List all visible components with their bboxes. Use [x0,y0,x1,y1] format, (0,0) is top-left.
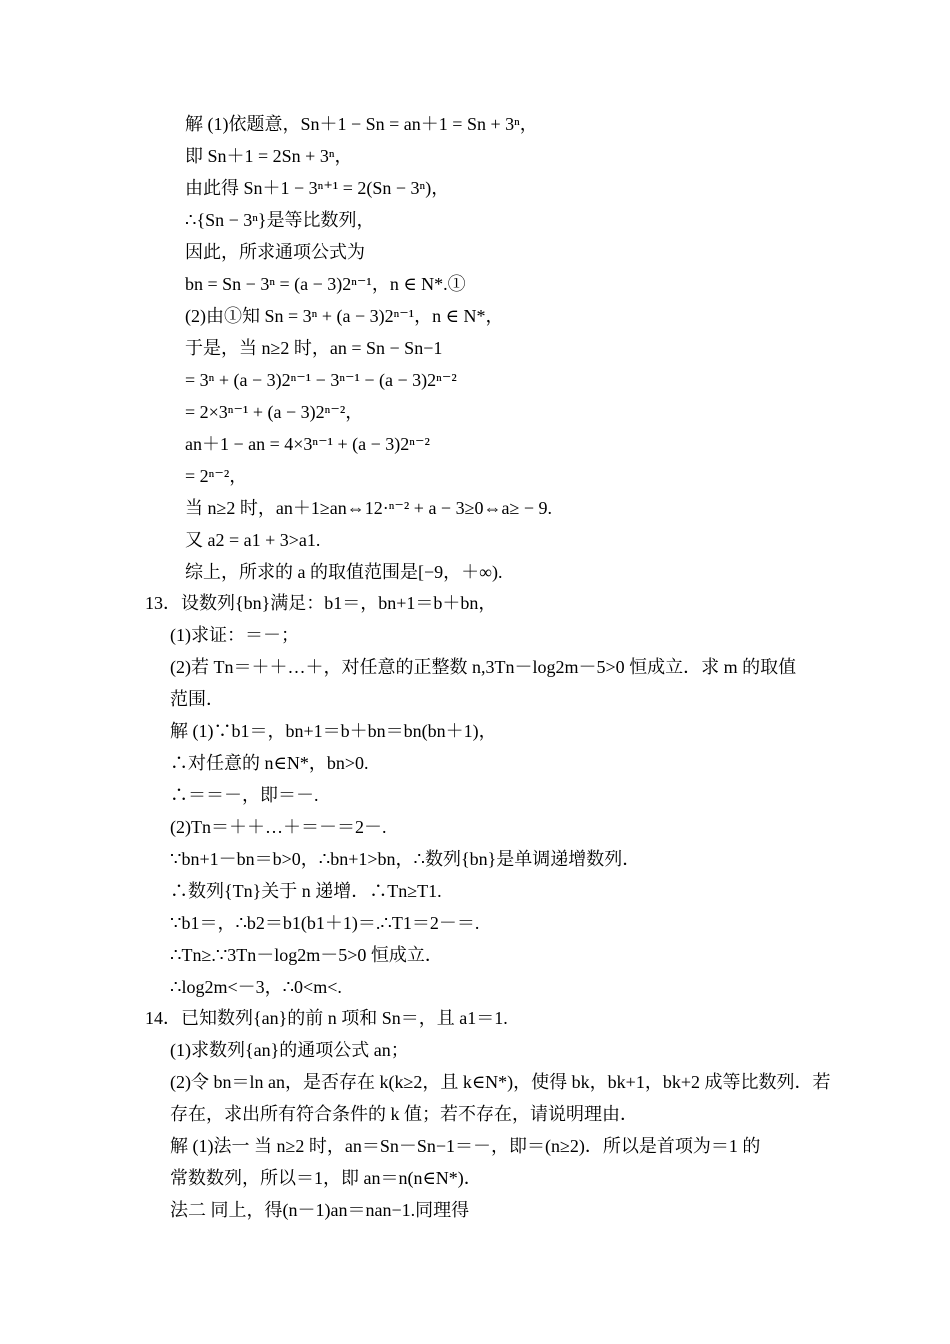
text-line: 范围． [170,689,224,709]
text-line: ∴Tn≥.∵3Tn－log2m－5>0 恒成立． [170,945,443,965]
text-line: bn = Sn − 3ⁿ = (a − 3)2ⁿ⁻¹，n ∈ N*.① [185,274,466,294]
text-line: 又 a2 = a1 + 3>a1. [185,530,321,550]
text-line: 13．设数列{bn}满足：b1＝，bn+1＝b＋bn， [145,593,497,613]
text-line: = 3ⁿ + (a − 3)2ⁿ⁻¹ − 3ⁿ⁻¹ − (a − 3)2ⁿ⁻² [185,370,457,390]
text-line: ∴＝＝－，即＝－. [170,785,319,805]
text-line: 常数数列，所以＝1，即 an＝n(n∈N*)． [170,1168,482,1188]
text-line: (2)Tn＝＋＋…＋＝－＝2－. [170,817,387,837]
text-line: 解 (1)∵b1＝，bn+1＝b＋bn＝bn(bn＋1)， [170,721,497,741]
text-line: ∴数列{Tn}关于 n 递增．∴Tn≥T1. [170,881,442,901]
text-line: ∴对任意的 n∈N*，bn>0. [170,753,369,773]
text-line: 因此，所求通项公式为 [185,242,365,262]
text-line: (1)求证：＝－； [170,625,299,645]
text-line: 于是，当 n≥2 时，an = Sn − Sn−1 [185,338,443,358]
text-line: 由此得 Sn＋1 − 3ⁿ⁺¹ = 2(Sn − 3ⁿ)， [185,178,450,198]
text-line: ∴log2m<－3，∴0<m<. [170,977,342,997]
text-line: ∵b1＝，∴b2＝b1(b1＋1)＝.∴T1＝2－＝. [170,913,480,933]
text-line: 综上，所求的 a 的取值范围是[−9，＋∞). [185,562,503,582]
text-line: an＋1 − an = 4×3ⁿ⁻¹ + (a − 3)2ⁿ⁻² [185,434,430,454]
text-line: ∴{Sn − 3ⁿ}是等比数列， [185,210,375,230]
text-line: (2)若 Tn＝＋＋…＋，对任意的正整数 n,3Tn－log2m－5>0 恒成立．求 m 的取值 [170,657,797,677]
text-line: 解 (1)法一 当 n≥2 时，an＝Sn－Sn−1＝－，即＝(n≥2)．所以是首项为＝1 的 [170,1136,761,1156]
text-line: 法二 同上，得(n－1)an＝nan−1.同理得 [170,1200,470,1220]
text-line: (1)求数列{an}的通项公式 an； [170,1040,409,1060]
text-line: 当 n≥2 时，an＋1≥an⇔12·ⁿ⁻² + a − 3≥0⇔a≥ − 9. [185,498,552,518]
text-line: (2)由①知 Sn = 3ⁿ + (a − 3)2ⁿ⁻¹，n ∈ N*， [185,306,504,326]
text-line: 存在，求出所有符合条件的 k 值；若不存在，请说明理由． [170,1104,638,1124]
text-line: 即 Sn＋1 = 2Sn + 3ⁿ， [185,146,353,166]
text-line: = 2×3ⁿ⁻¹ + (a − 3)2ⁿ⁻²， [185,402,364,422]
text-line: (2)令 bn＝ln an，是否存在 k(k≥2，且 k∈N*)，使得 bk，bk+1，bk+2 成等比数列．若 [170,1072,831,1092]
text-line: 解 (1)依题意，Sn＋1 − Sn = an＋1 = Sn + 3ⁿ， [185,114,538,134]
text-line: = 2ⁿ⁻²， [185,466,248,486]
text-line: ∵bn+1－bn＝b>0，∴bn+1>bn，∴数列{bn}是单调递增数列． [170,849,641,869]
text-line: 14．已知数列{an}的前 n 项和 Sn＝，且 a1＝1. [145,1008,508,1028]
